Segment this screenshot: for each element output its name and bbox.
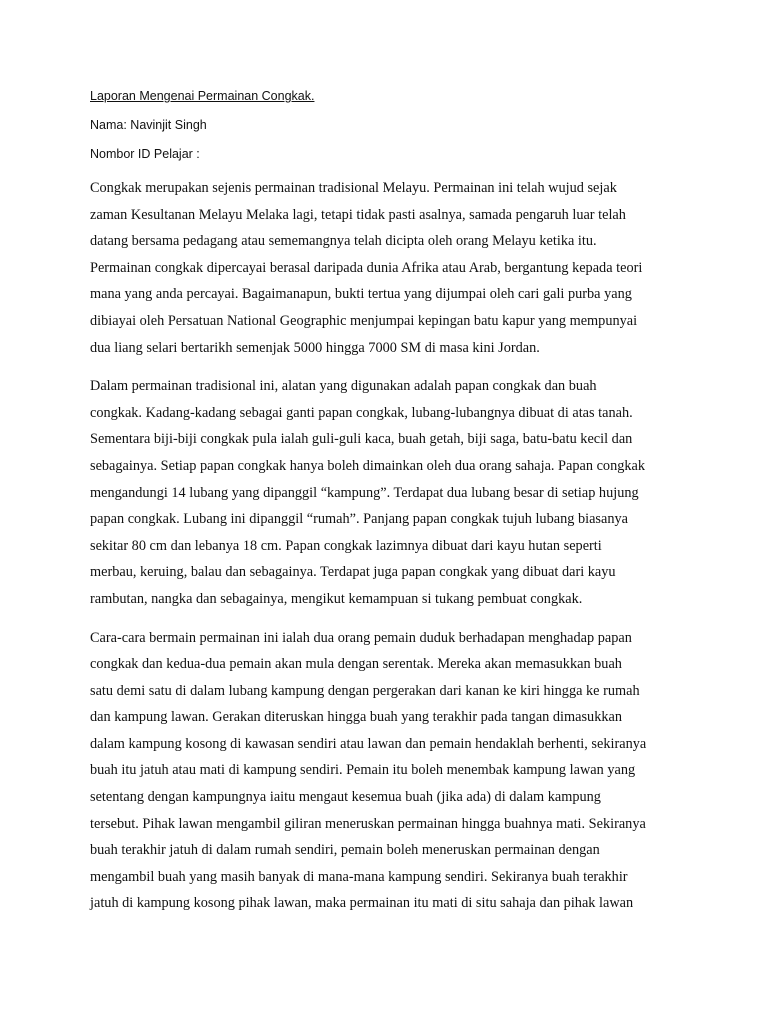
text-line: Permainan congkak dipercayai berasal daripada dunia Afrika atau Arab, bergantung kepada teori — [90, 259, 643, 276]
text-line: Congkak merupakan sejenis permainan tradisional Melayu. Permainan ini telah wujud sejak — [90, 180, 617, 196]
text-line: merbau, keruing, balau dan sebagainya. Terdapat juga papan congkak yang dibuat dari kayu — [90, 564, 616, 581]
text-line: Dalam permainan tradisional ini, alatan yang digunakan adalah papan congkak dan buah — [90, 378, 597, 395]
paragraph-origin — [90, 175, 678, 361]
text-line: congkak. Kadang-kadang sebagai ganti papan congkak, lubang-lubangnya dibuat di atas tanah. — [90, 404, 633, 421]
paragraph-how-to-play — [90, 625, 678, 918]
text-line: congkak dan kedua-dua pemain akan mula dengan serentak. Mereka akan memasukkan buah — [90, 656, 622, 673]
text-line: dua liang selari bertarikh semenjak 5000 hingga 7000 SM di masa kini Jordan. — [90, 339, 540, 356]
text-line: Cara-cara bermain permainan ini ialah dua orang pemain duduk berhadapan menghadap papan — [90, 629, 632, 646]
text-line: dan kampung lawan. Gerakan diteruskan hingga buah yang terakhir pada tangan dimasukkan — [90, 709, 622, 726]
paragraph-equipment — [90, 373, 678, 612]
text-line: buah itu jatuh atau mati di kampung sendiri. Pemain itu boleh menembak kampung lawan yang — [90, 762, 636, 779]
text-line: sekitar 80 cm dan lebanya 18 cm. Papan congkak lazimnya dibuat dari kayu hutan seperti — [90, 537, 602, 554]
text-line: tersebut. Pihak lawan mengambil giliran meneruskan permainan hingga buahnya mati. Sekiranya — [90, 815, 646, 832]
text-line: setentang dengan kampungnya iaitu mengaut kesemua buah (jika ada) di dalam kampung — [90, 789, 601, 806]
student-id-label: Nombor ID Pelajar : — [90, 147, 200, 161]
report-title: Laporan Mengenai Permainan Congkak. — [90, 89, 315, 103]
text-line: mengambil buah yang masih banyak di mana-mana kampung sendiri. Sekiranya buah terakhir — [90, 868, 628, 885]
text-line: dibiayai oleh Persatuan National Geographic menjumpai kepingan batu kapur yang mempunyai — [90, 312, 638, 329]
text-line: Sementara biji-biji congkak pula ialah guli-guli kaca, buah getah, biji saga, batu-batu kecil dan — [90, 431, 633, 448]
text-line: mengandungi 14 lubang yang dipanggil “kampung”. Terdapat dua lubang besar di setiap hujung — [90, 484, 639, 501]
text-line: satu demi satu di dalam lubang kampung dengan pergerakan dari kanan ke kiri hingga ke rumah — [90, 682, 640, 699]
text-line: zaman Kesultanan Melayu Melaka lagi, tetapi tidak pasti asalnya, samada pengaruh luar telah — [90, 206, 626, 223]
text-line: dalam kampung kosong di kawasan sendiri atau lawan dan pemain hendaklah berhenti, sekiranya — [90, 735, 647, 752]
text-line: buah terakhir jatuh di dalam rumah sendiri, pemain boleh meneruskan permainan dengan — [90, 842, 600, 859]
student-name: Nama: Navinjit Singh — [90, 118, 207, 132]
text-line: mana yang anda percayai. Bagaimanapun, bukti tertua yang dijumpai oleh cari gali purba yang — [90, 286, 632, 303]
text-line: papan congkak. Lubang ini dipanggil “rumah”. Panjang papan congkak tujuh lubang biasanya — [90, 511, 628, 528]
text-line: sebagainya. Setiap papan congkak hanya boleh dimainkan oleh dua orang sahaja. Papan congkak — [90, 457, 646, 474]
document-page — [90, 88, 678, 929]
text-line: rambutan, nangka dan sebagainya, mengikut kemampuan si tukang pembuat congkak. — [90, 590, 583, 607]
text-line: datang bersama pedagang atau sememangnya telah dicipta oleh orang Melayu ketika itu. — [90, 233, 597, 250]
text-line: jatuh di kampung kosong pihak lawan, maka permainan itu mati di situ sahaja dan pihak lawan — [90, 895, 634, 912]
